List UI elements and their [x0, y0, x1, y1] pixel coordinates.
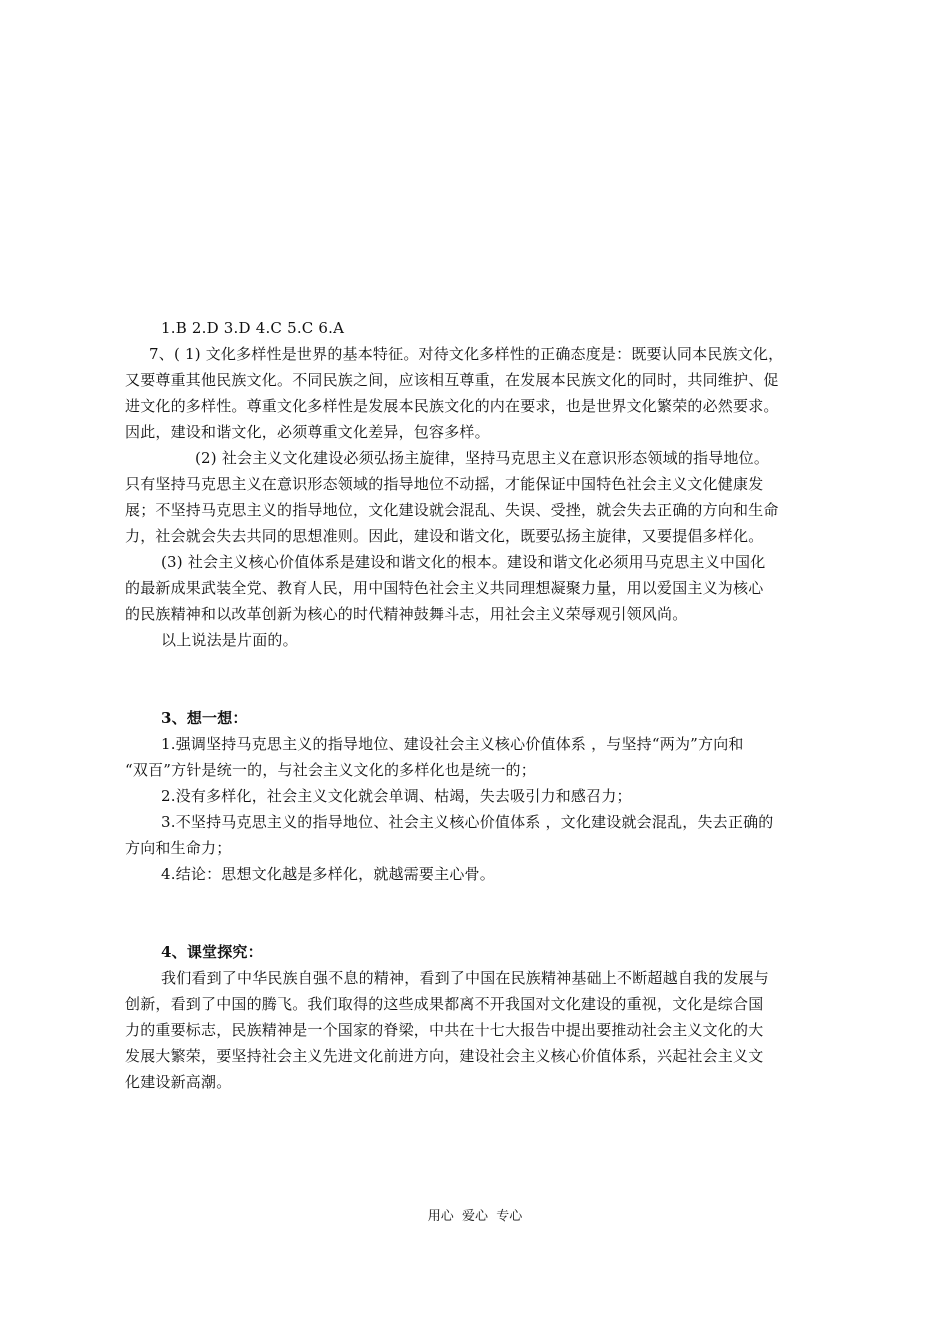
q7-part1-line: 又要尊重其他民族文化。不同民族之间，应该相互尊重，在发展本民族文化的同时，共同维护、促	[125, 371, 779, 389]
explore-line: 发展大繁荣，要坚持社会主义先进文化前进方向，建设社会主义核心价值体系，兴起社会主义文	[125, 1047, 764, 1065]
section-explore	[125, 939, 833, 1095]
think-item: “双百”方针是统一的，与社会主义文化的多样化也是统一的；	[125, 761, 536, 779]
document-body	[125, 315, 833, 1095]
question-7	[125, 341, 833, 653]
think-item: 1.强调坚持马克思主义的指导地位、建设社会主义核心价值体系 ，与坚持“两为”方向和	[161, 735, 744, 753]
q7-part2-line: 只有坚持马克思主义在意识形态领域的指导地位不动摇，才能保证中国特色社会主义文化健康发	[125, 475, 764, 493]
choice-answers: 1.B 2.D 3.D 4.C 5.C 6.A	[161, 319, 345, 337]
q7-part2-line: (2) 社会主义文化建设必须弘扬主旋律，坚持马克思主义在意识形态领域的指导地位。	[195, 449, 770, 467]
q7-part1-line: 7、( 1) 文化多样性是世界的基本特征。对待文化多样性的正确态度是：既要认同本民族文化，	[149, 345, 784, 363]
think-item: 2.没有多样化，社会主义文化就会单调、枯竭，失去吸引力和感召力；	[161, 787, 632, 805]
spacer	[125, 887, 833, 939]
section-think	[125, 705, 833, 887]
q7-part3-line: 的民族精神和以改革创新为核心的时代精神鼓舞斗志，用社会主义荣辱观引领风尚。	[125, 605, 688, 623]
q7-part3-line: (3) 社会主义核心价值体系是建设和谐文化的根本。建设和谐文化必须用马克思主义中国化	[161, 553, 766, 571]
spacer	[125, 653, 833, 705]
explore-line: 化建设新高潮。	[125, 1073, 232, 1091]
q7-conclusion: 以上说法是片面的。	[161, 631, 298, 649]
q7-part1-line: 因此，建设和谐文化，必须尊重文化差异，包容多样。	[125, 423, 490, 441]
think-item: 3.不坚持马克思主义的指导地位、社会主义核心价值体系 ，文化建设就会混乱，失去正确的	[161, 813, 774, 831]
think-item: 4.结论：思想文化越是多样化，就越需要主心骨。	[161, 865, 495, 883]
section-3-heading: 3、想一想：	[161, 709, 248, 727]
q7-part2-line: 力，社会就会失去共同的思想准则。因此，建设和谐文化，既要弘扬主旋律，又要提倡多样化。	[125, 527, 764, 545]
q7-part2-line: 展；不坚持马克思主义的指导地位，文化建设就会混乱、失误、受挫，就会失去正确的方向和生命	[125, 501, 779, 519]
q7-part1-line: 进文化的多样性。尊重文化多样性是发展本民族文化的内在要求，也是世界文化繁荣的必然要求。	[125, 397, 779, 415]
page-footer: 用心 爱心 专心	[427, 1209, 523, 1224]
think-item: 方向和生命力；	[125, 839, 232, 857]
explore-line: 我们看到了中华民族自强不息的精神，看到了中国在民族精神基础上不断超越自我的发展与	[161, 969, 770, 987]
q7-part3-line: 的最新成果武装全党、教育人民，用中国特色社会主义共同理想凝聚力量，用以爱国主义为核心	[125, 579, 764, 597]
explore-line: 力的重要标志，民族精神是一个国家的脊梁，中共在十七大报告中提出要推动社会主义文化的大	[125, 1021, 764, 1039]
section-4-heading: 4、课堂探究：	[161, 943, 263, 961]
answer-section	[125, 315, 833, 653]
explore-line: 创新，看到了中国的腾飞。我们取得的这些成果都离不开我国对文化建设的重视，文化是综合国	[125, 995, 764, 1013]
